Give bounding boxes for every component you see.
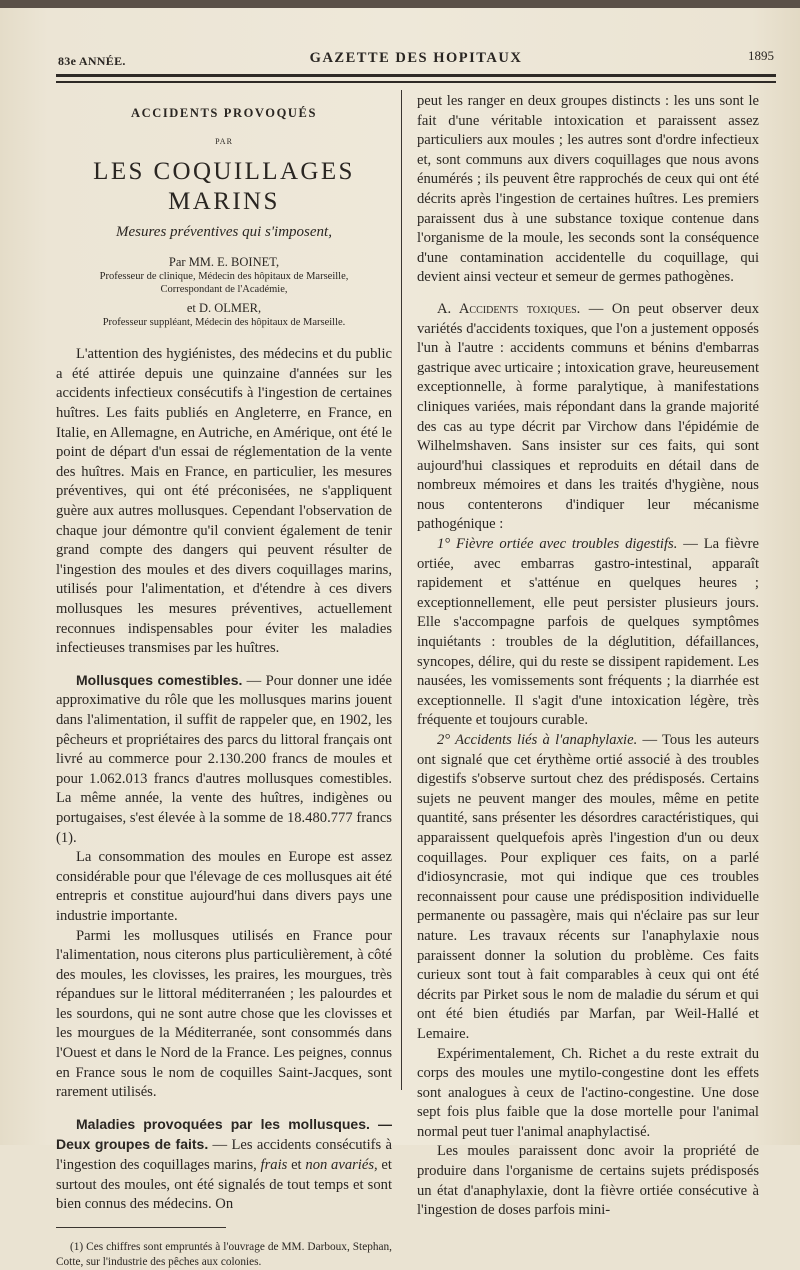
author-1-affiliation: Professeur de clinique, Médecin des hôpitaux de Marseille, <box>99 270 349 282</box>
page-top-edge <box>0 0 800 8</box>
paragraph: Expérimentalement, Ch. Richet a du reste extrait du corps des moules une mytilo-congestine dont les effets sont analogues à ceux de l'actino-congestine. Une dose sept fois plus faible que la dose mortelle pour l'animal normal peut tuer l'animal anaphylactisé. <box>417 1045 759 1140</box>
article-kicker: ACCIDENTS PROVOQUÉS <box>130 106 318 120</box>
issue-number: 83e ANNÉE. <box>58 54 126 68</box>
page-number: 1895 <box>748 48 774 63</box>
paragraph: Parmi les mollusques utilisés en France pour l'alimentation, nous citerons plus particulièrement, à côté des moules, les clovisses, les praires, les mourgues, très répandues sur le littoral méditerranéen ; les palourdes et les sourdons, qui ne sont autre chose que les clovisses et les mourgues de la Méditerranée, sont consommés dans l'Ouest et dans le Nord de la France. Les peignes, connus en France sous le nom de coquilles Saint-Jacques, sont rarement utilisés. <box>56 927 392 1101</box>
subsection-heading-1: 1° Fièvre ortiée avec troubles digestifs. <box>437 536 678 553</box>
article-par: PAR <box>215 136 233 146</box>
author-1-affiliation-2: Correspondant de l'Académie, <box>160 284 288 296</box>
section-heading-maladies: Maladies provoquées par les mollusques. — Deux groupes de faits. <box>56 1115 392 1153</box>
section-heading-mollusques: Mollusques comestibles. <box>76 671 243 688</box>
right-column <box>417 92 759 1221</box>
paragraph: Les moules paraissent donc avoir la propriété de produire dans l'organisme de certains sujets prédisposés un état d'anaphylaxie, dont la fièvre ortiée consécutive à l'ingestion de doses parfois mini- <box>417 1143 759 1219</box>
author-2-affiliation: Professeur suppléant, Médecin des hôpitaux de Marseille. <box>102 316 346 328</box>
article-title: LES COQUILLAGES MARINS <box>93 158 355 216</box>
subsection-1-paragraph: 1° Fièvre ortiée avec troubles digestifs. — La fièvre ortiée, avec embarras gastro-intestinal, apparaît rapidement et s'atténue en quelques heures ; exceptionnellement, elle peut persister plusieurs jours. Elle s'accompagne parfois de quelques symptômes inquiétants : troubles de la déglutition, défaillances, syncopes, délire, qui du reste se dissipent rapidement. Les nausées, les vomissements sont fréquents ; la diarrhée est exceptionnelle. Il s'agit d'une intoxication légère, très fréquente et toujours curable. <box>417 536 759 729</box>
section-mollusques-paragraph: Mollusques comestibles. — Pour donner une idée approximative du rôle que les mollusques marins jouent dans l'alimentation, il suffit de rappeler que, en 1902, les pêcheurs et propriétaires des parcs du littoral français ont livré au commerce pour 2.130.200 francs de moules et pour 1.062.013 francs d'autres mollusques comestibles. La même année, la vente des huîtres, indigènes ou portugaises, s'est élevée à la somme de 18.480.777 francs (1). <box>56 671 392 846</box>
author-2: et D. OLMER, <box>186 300 262 315</box>
column-separator <box>401 90 402 1090</box>
left-column <box>56 98 392 1270</box>
article-subtitle: Mesures préventives qui s'imposent, <box>116 224 332 241</box>
footnote-rule <box>56 1227 226 1228</box>
intro-paragraph: L'attention des hygiénistes, des médecins et du public a été attirée depuis une quinzaine d'années sur les accidents infectieux consécutifs à l'ingestion de certaines huîtres. Les faits publiés en Angleterre, en France, en Italie, en Allemagne, en Autriche, en Amérique, ont été le point de départ d'un essai de réglementation de la vente des huîtres. Mais en France, en particulier, les mesures préventives, qui ont été préconisées, ne s'appliquent guère aux autres mollusques. Cependant l'observation de chaque jour démontre qu'il convient également de tenir grand compte des dangers qui peuvent résulter de l'ingestion des moules et des divers coquillages marins, utilisés pour l'alimentation, et d'étendre à ces divers mollusques les mesures préventives, actuellement reconnues indispensables pour éviter les maladies infectieuses transmises par les huîtres. <box>56 346 392 657</box>
section-maladies-paragraph: Maladies provoquées par les mollusques. — Deux groupes de faits. — Les accidents consécutifs à l'ingestion des coquillages marins, frais et non avariés, et surtout des moules, ont été signalés de tout temps et sont bien connus des médecins. On <box>56 1115 392 1213</box>
section-a-paragraph: A. Accidents toxiques. — On peut observer deux variétés d'accidents toxiques, que l'on a justement opposés l'un à l'autre : accidents communs et bénins d'embarras gastrique avec urticaire ; intoxication grave, heureusement exceptionnelle, à forme paralytique, à manifestations cliniques variées, mais répondant dans la grande majorité des cas au type décrit par Virchow dans l'épidémie de Wilhelmshaven. Sans insister sur ces faits, qui sont aujourd'hui classiques et reproduits en détail dans de nombreux mémoires et dans les traités d'hygiène, nous nous contenterons d'indiquer leur mécanisme pathogénique : <box>417 300 759 533</box>
footnote: (1) Ces chiffres sont empruntés à l'ouvrage de MM. Darboux, Stephan, Cotte, sur l'industrie des pêches aux colonies. <box>56 1240 392 1268</box>
page-header <box>58 48 774 70</box>
subsection-2-paragraph: 2° Accidents liés à l'anaphylaxie. — Tous les auteurs ont signalé que cet érythème ortié associé à des troubles digestifs s'observe surtout chez des prédisposés. Certains sujets ne peuvent manger des moules, même en petite quantité, sans présenter les désordres caractéristiques, qui apparaissent quelquefois après l'ingestion d'un ou deux coquillages. Pour expliquer ces faits, on a parlé d'idiosyncrasie, mot qui indique que ces troubles reconnaissent pour cause une prédisposition individuelle permanente ou passagère, mais qui n'éclaire pas sur leur nature. Les travaux récents sur l'anaphylaxie nous paraissent donner la solution du problème. Ces faits curieux sont tout à fait comparables à ceux qui ont été décrits par Pirket sous le nom de maladie du sérum et qui ont été bien étudiés par Marfan, par Weil-Hallé et Lemaire. <box>417 732 760 1042</box>
paragraph: La consommation des moules en Europe est assez considérable pour que l'élevage de ces mollusques ait été entrepris et constitue aujourd'hui dans divers pays une industrie importante. <box>56 849 392 924</box>
subsection-heading-2: 2° Accidents liés à l'anaphylaxie. <box>437 732 638 748</box>
paragraph: peut les ranger en deux groupes distincts : les uns sont le fait d'une véritable intoxication et paraissent assez particuliers aux moules ; les autres sont d'ordre infectieux et, sont communs aux divers coquillages que nous avons énumérés ; ils peuvent être rapprochés de ceux qui ont été décrits après l'ingestion de certaines huîtres. Les premiers paraissent dus à une substance toxique contenue dans l'organisme de la moule, les seconds sont la conséquence d'une contamination accidentelle du coquillage, qui devient ainsi vecteur et semeur de germes pathogènes. <box>417 93 759 286</box>
author-1: Par MM. E. BOINET, <box>168 254 280 269</box>
journal-title: GAZETTE DES HOPITAUX <box>309 50 523 66</box>
header-rule-thin <box>56 81 776 83</box>
header-rule-thick <box>56 74 776 77</box>
section-heading-a: A. Accidents toxiques. <box>437 300 581 317</box>
